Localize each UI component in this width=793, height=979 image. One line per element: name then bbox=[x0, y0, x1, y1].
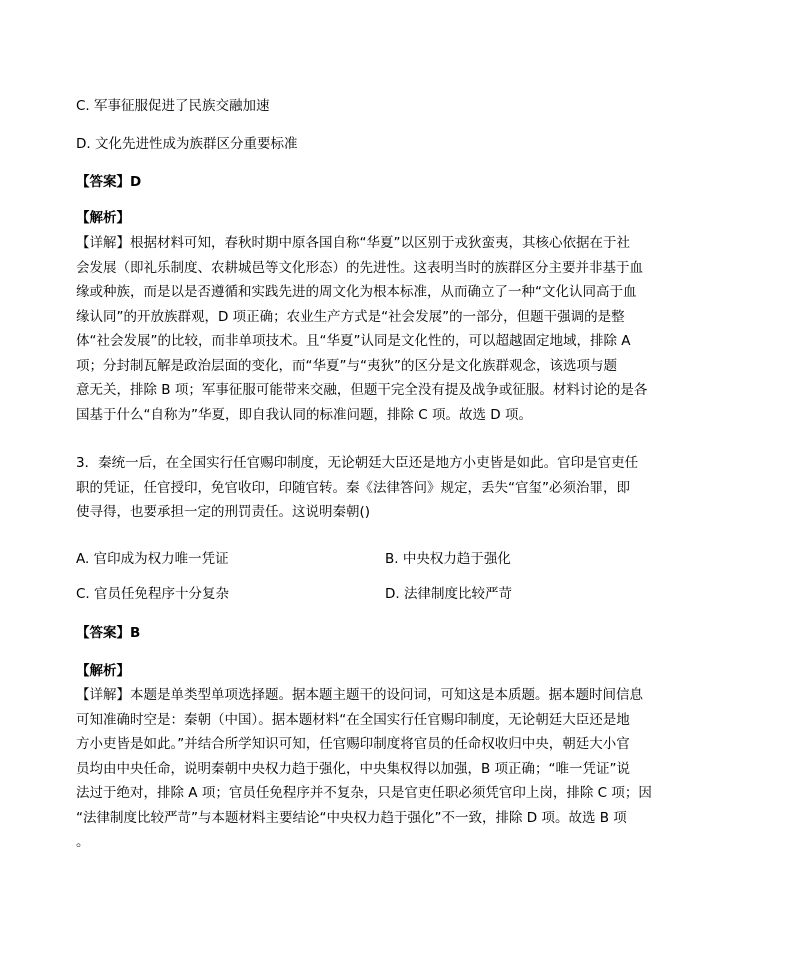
detail-line: 员均由中央任命，说明秦朝中央权力趋于强化，中央集权得以加强，B 项正确；“唯一凭证”说 bbox=[76, 760, 631, 777]
q2-answer bbox=[76, 172, 141, 192]
q3-stem bbox=[76, 451, 672, 525]
answer-value: B bbox=[130, 625, 141, 641]
detail-line: 可知准确时空是：秦朝（中国）。据本题材料“在全国实行任官赐印制度，无论朝廷大臣还是地 bbox=[76, 711, 630, 728]
q2-option-d: D. 文化先进性成为族群区分重要标准 bbox=[76, 136, 298, 152]
q3-analysis-label: 【解析】 bbox=[76, 663, 130, 679]
q3-option-d: D. 法律制度比较严苛 bbox=[385, 586, 512, 602]
stem-line: 职的凭证，任官授印，免官收印，印随官转。秦《法律答问》规定，丢失“官玺”必须治罪，即 bbox=[76, 479, 630, 496]
detail-line: “法律制度比较严苛”与本题材料主要结论“中央权力趋于强化”不一致，排除 D 项。故选 B 项 bbox=[76, 809, 627, 826]
q2-option-c: C. 军事征服促进了民族交融加速 bbox=[76, 98, 270, 114]
detail-line: 。 bbox=[76, 834, 90, 850]
answer-value: D bbox=[130, 174, 142, 190]
detail-line: 项；分封制瓦解是政治层面的变化，而“华夏”与“夷狄”的区分是文化族群观念，该选项与题 bbox=[76, 357, 617, 374]
answer-label: 【答案】 bbox=[76, 625, 130, 641]
q3-option-a: A. 官印成为权力唯一凭证 bbox=[76, 551, 229, 567]
q2-detail-paragraph bbox=[76, 231, 672, 427]
q3-option-c: C. 官员任免程序十分复杂 bbox=[76, 586, 230, 602]
detail-line: 缘认同”的开放族群观，D 项正确；农业生产方式是“社会发展”的一部分，但题干强调的是整 bbox=[76, 308, 625, 325]
detail-line: 国基于什么“自称为”华夏，即自我认同的标准问题，排除 C 项。故选 D 项。 bbox=[76, 406, 532, 423]
detail-line: 方小吏皆是如此。”并结合所学知识可知，任官赐印制度将官员的任命权收归中央，朝廷大小官 bbox=[76, 736, 630, 752]
q3-detail-paragraph bbox=[76, 683, 672, 855]
detail-line: 法过于绝对，排除 A 项；官员任免程序并不复杂，只是官吏任职必须凭官印上岗，排除 C 项；因 bbox=[76, 785, 652, 801]
q3-answer bbox=[76, 623, 140, 643]
stem-line: 3．秦统一后，在全国实行任官赐印制度，无论朝廷大臣还是地方小吏皆是如此。官印是官吏任 bbox=[76, 455, 639, 471]
detail-line: 【详解】根据材料可知，春秋时期中原各国自称“华夏”以区别于戎狄蛮夷，其核心依据在于社 bbox=[76, 235, 630, 251]
q2-analysis-label: 【解析】 bbox=[76, 210, 130, 226]
detail-line: 缘或种族，而是以是否遵循和实践先进的周文化为根本标准，从而确立了一种“文化认同高于血 bbox=[76, 284, 637, 300]
detail-line: 【详解】本题是单类型单项选择题。据本题主题干的设问词，可知这是本质题。据本题时间信息 bbox=[76, 687, 643, 703]
answer-label: 【答案】 bbox=[76, 174, 130, 190]
stem-line: 使寻得，也要承担一定的刑罚责任。这说明秦朝() bbox=[76, 504, 371, 520]
detail-line: 意无关，排除 B 项；军事征服可能带来交融，但题干完全没有提及战争或征服。材料讨论的是各 bbox=[76, 382, 648, 398]
q3-option-b: B. 中央权力趋于强化 bbox=[385, 551, 511, 567]
detail-line: 体“社会发展”的比较，而非单项技术。且“华夏”认同是文化性的，可以超越固定地域，排除 A bbox=[76, 333, 631, 349]
detail-line: 会发展（即礼乐制度、农耕城邑等文化形态）的先进性。这表明当时的族群区分主要并非基于血 bbox=[76, 259, 643, 276]
